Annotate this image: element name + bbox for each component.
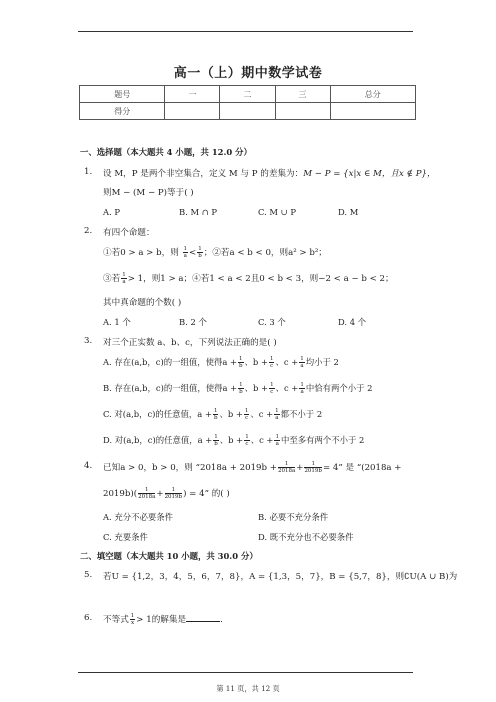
q4-line2-b: ) = 4” 的( ) [183,489,230,499]
q2-option-d: D. 4 个 [338,317,367,327]
fraction-1-over-b: $\frac{1}{b}$ [198,246,202,259]
fraction-1-over-c: $\frac{1}{c}$ [245,434,249,447]
fraction-1-over-b: $\frac{1}{b}$ [214,434,218,447]
q3-option-d-pre: D. 对(a,b，c)的任意值，a + [103,435,213,445]
q6-text-b: > 1的解集是 [136,615,187,625]
fraction-1-over-c: $\frac{1}{c}$ [270,382,274,395]
fraction-1-over-a: $\frac{1}{a}$ [275,408,279,421]
footer-rule [78,672,413,673]
q3-option-c-post: 都不小于 2 [280,409,323,419]
score-cell [165,103,220,120]
q4-line2-a: 2019b)( [103,489,138,499]
q2-line2-b: > 1，则1 > a；④若1 < a < 2且0 < b < 3，则−2 < a − b < 2； [127,274,394,284]
fraction-1-over-b: $\frac{1}{b}$ [239,382,243,395]
fraction-1-over-b: $\frac{1}{b}$ [213,408,218,421]
q3-stem: 对三个正实数 a、b、c，下列说法正确的是( ) [103,338,277,348]
fraction-1-over-c: $\frac{1}{c}$ [244,408,249,421]
q2-line1-b: ；②若a < b < 0，则a² > b²； [203,248,327,258]
q2-number: 2. [84,226,93,236]
q3-option-a-post: 均小于 2 [305,357,339,367]
q1-option-d: D. M [338,207,359,217]
q3-option-c: C. 对(a,b，c)的任意值，a + $\frac{1}{b}$ 、b + $\frac{1}{c}$ 、c + $\frac{1}{a}$ 都不小于 2 [103,408,323,421]
q1-stem [103,167,436,179]
q3-option-d: D. 对(a,b，c)的任意值，a + $\frac{1}{b}$ 、b + $\frac{1}{c}$ 、c + $\frac{1}{a}$ 中至多有两个不小于 2 [103,434,365,447]
fraction-1-over-a: $\frac{1}{a}$ [300,356,304,369]
q6-number: 6. [84,613,93,623]
fraction-1-over-c: $\frac{1}{c}$ [269,356,274,369]
q4-option-c: C. 充要条件 [103,532,148,542]
fraction-1-over-2019b: $\frac{1}{2019b}$ [304,461,322,474]
fraction-1-over-b: $\frac{1}{b}$ [239,356,243,369]
score-table-header-row [80,86,416,103]
fraction-1-over-a: $\frac{1}{a}$ [275,434,279,447]
q2-line3: 其中真命题的个数( ) [103,298,182,308]
q2-stem: 有四个命题： [103,228,155,238]
score-header-cell: 三 [275,86,330,103]
q2-line2-a: ③若 [103,274,121,284]
fraction-1-over-a: $\frac{1}{a}$ [183,246,188,259]
score-header-cell: 总分 [330,86,415,103]
q6-stem [103,613,223,626]
q4-option-a: A. 充分不必要条件 [103,512,173,522]
top-rule [78,31,413,32]
score-header-cell: 二 [220,86,275,103]
q6-text-c: . [220,615,223,625]
page-footer: 第 11 页，共 12 页 [216,684,280,693]
q2-option-a: A. 1 个 [103,317,131,327]
page-title: 高一（上）期中数学试卷 [173,66,323,81]
fraction-1-over-2019b: $\frac{1}{2019b}$ [164,487,183,500]
q4-line1-b: = 4” 是 “(2018a + [322,463,402,473]
q2-line1-a: ①若0 > a > b，则 [103,248,179,258]
q3-option-a-pre: A. 存在(a,b，c)的一组值，使得a + [103,357,238,367]
q4-number: 4. [84,461,93,471]
q3-option-d-post: 中至多有两个不小于 2 [280,435,365,445]
q1-text-b: M − P = {x|x ∈ M，且x ∉ P}， [303,169,436,179]
q4-option-d: D. 既不充分也不必要条件 [258,532,354,542]
q3-option-b: B. 存在(a,b，c)的一组值，使得a + $\frac{1}{b}$ 、b + $\frac{1}{c}$ 、c + $\frac{1}{a}$ 中恰有两个小于 2 [103,382,373,395]
q3-option-b-post: 中恰有两个小于 2 [305,383,373,393]
q2-option-c: C. 3 个 [258,317,286,327]
fraction-1-over-x: $\frac{1}{x}$ [130,613,135,626]
q1-text-a: 设 M，P 是两个非空集合，定义 M 与 P 的差集为： [103,169,304,179]
section-heading-fill: 二、填空题（本大题共 10 小题，共 30.0 分） [80,551,258,561]
q1-option-b: B. M ∩ P [179,207,218,217]
q3-option-a: A. 存在(a,b，c)的一组值，使得a + $\frac{1}{b}$ 、b + $\frac{1}{c}$ 、c + $\frac{1}{a}$ 均小于 2 [103,356,339,369]
fraction-1-over-2018a: $\frac{1}{2018a}$ [277,461,296,474]
q4-line1-a: 已知a > 0，b > 0，则 “2018a + 2019b + [103,463,277,473]
fraction-1-over-a: $\frac{1}{a}$ [300,382,304,395]
q2-line2 [103,272,394,285]
score-table-row [80,103,416,120]
score-table [79,85,416,120]
q1-option-c: C. M ∪ P [258,207,296,217]
q4-line2: 2019b)( $\frac{1}{2018a}$ + $\frac{1}{2019b}$ ) = 4” 的( ) [103,487,230,500]
fraction-1-over-2018a: $\frac{1}{2018a}$ [138,487,156,500]
score-header-cell: 题号 [80,86,165,103]
q3-number: 3. [84,336,93,346]
q6-text-a: 不等式 [103,615,129,625]
q3-option-b-pre: B. 存在(a,b，c)的一组值，使得a + [103,383,238,393]
score-cell [330,103,415,120]
score-cell [220,103,275,120]
q5-stem: 若U = {1,2，3，4，5，6，7，8}，A = {1,3，5，7}，B = {5,7，8}，则∁U(A ∪ B)为 [103,572,458,582]
section-heading-choice: 一、选择题（本大题共 4 小题，共 12.0 分） [80,147,252,157]
q5-number: 5. [84,570,93,580]
q3-option-c-pre: C. 对(a,b，c)的任意值，a + [103,409,212,419]
score-cell [275,103,330,120]
fraction-1-over-a: $\frac{1}{a}$ [122,272,126,285]
score-row-label: 得分 [80,103,165,120]
q2-option-b: B. 2 个 [179,317,207,327]
q4-option-b: B. 必要不充分条件 [258,512,329,522]
q1-option-a: A. P [103,207,121,217]
score-header-cell: 一 [165,86,220,103]
q1-stem-line2: 则M − (M − P)等于( ) [103,188,194,198]
q2-line1: ①若0 > a > b，则 $\frac{1}{a}$ < $\frac{1}{b}$ ；②若a < b < 0，则a² > b²； [103,246,327,259]
q4-line1: 已知a > 0，b > 0，则 “2018a + 2019b + $\frac{1}{2018a}$ + $\frac{1}{2019b}$ = 4” 是 “(2018a + [103,461,402,474]
answer-blank [186,614,220,622]
q1-number: 1. [84,167,93,177]
